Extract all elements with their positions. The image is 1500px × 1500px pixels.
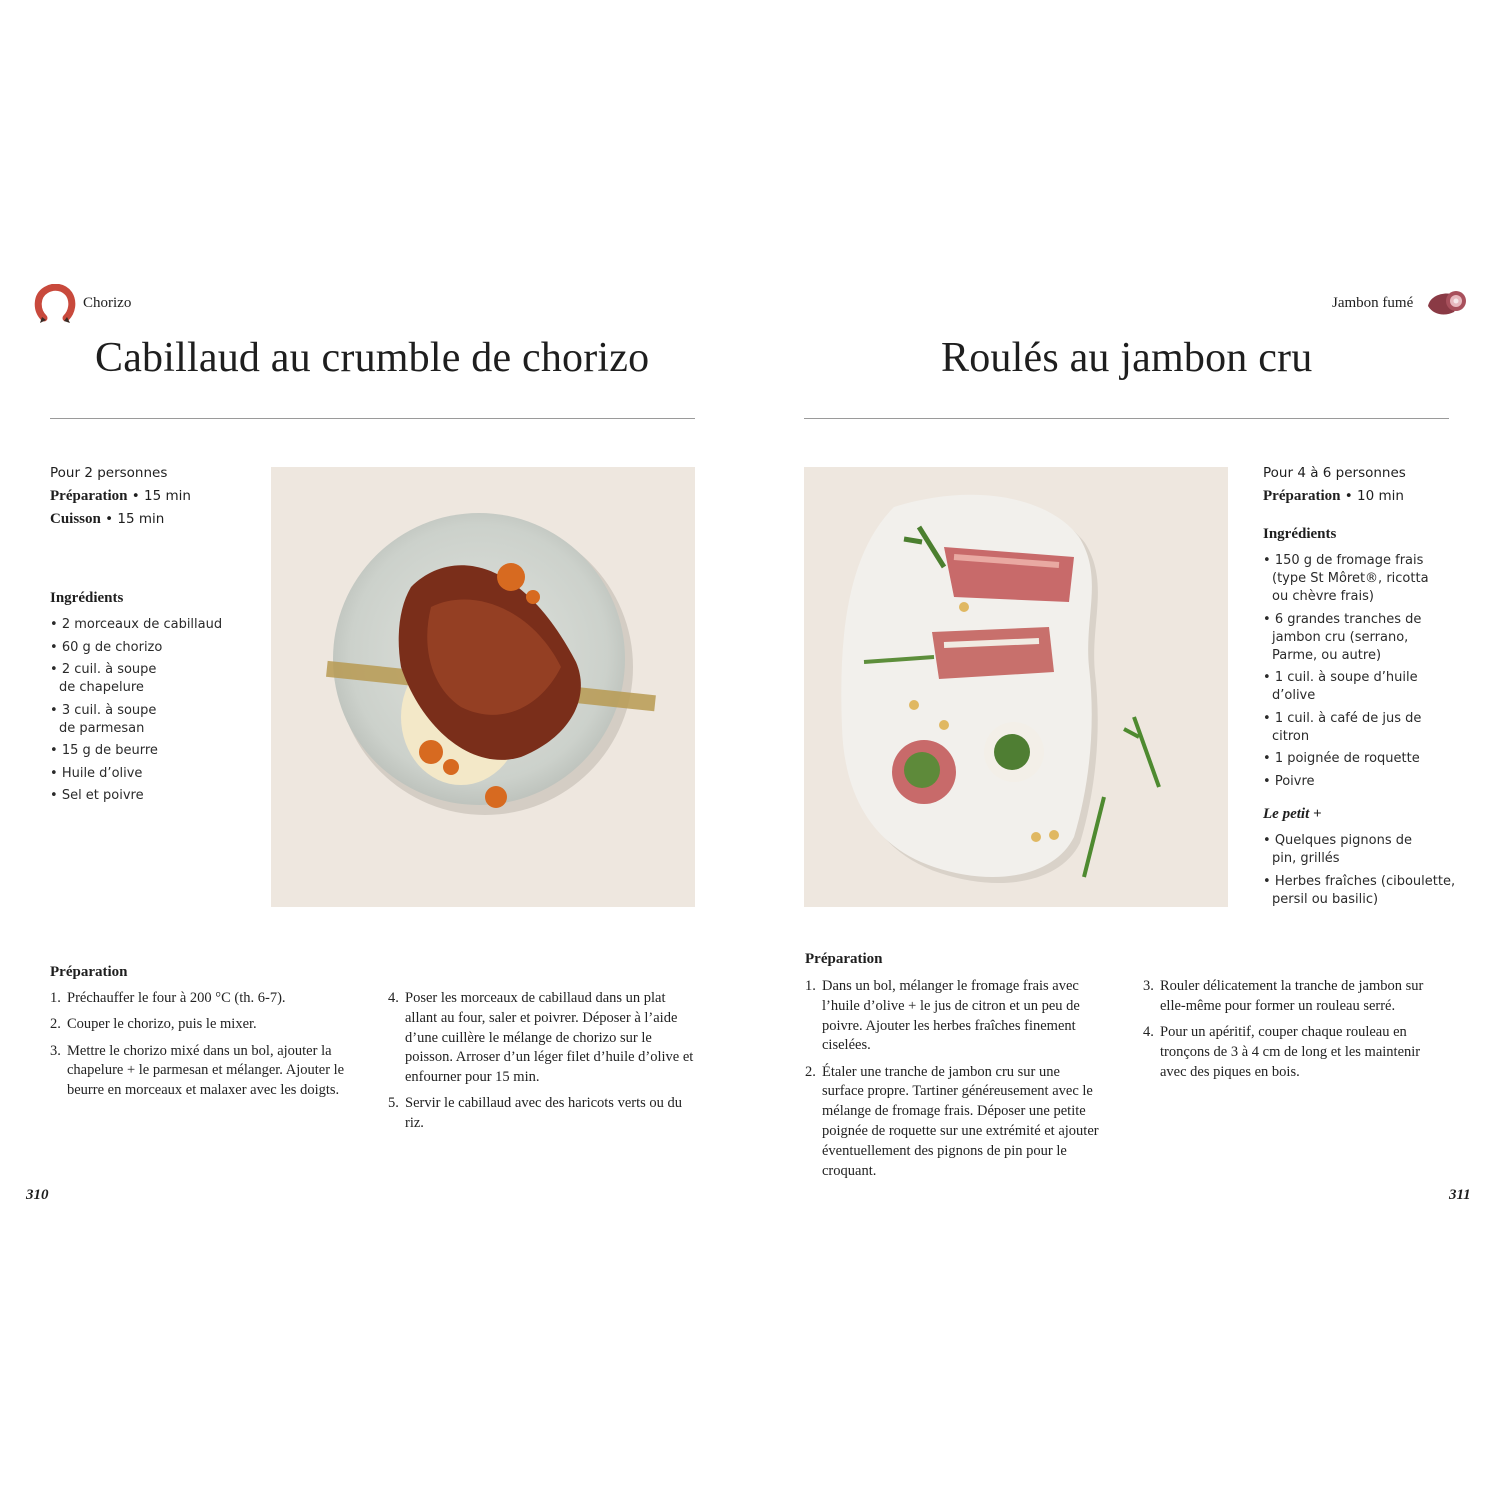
prep-value: • 10 min [1340,488,1404,504]
ingredients-list [50,616,230,810]
prep-time [50,485,260,508]
title-divider [804,418,1449,419]
step-item [50,989,350,1009]
prep-value: • 15 min [127,488,191,504]
step-text: Poser les morceaux de cabillaud dans un plat allant au four, saler et poivrer. Déposer à l’aide d’une cuillère le mélange de chorizo sur le poisson. Arroser d’un léger filet d’huile d’olive et enfourner pour 15 min. [405,990,694,1086]
prep-label: Préparation [1263,488,1341,504]
cook-label: Cuisson [50,511,101,527]
ingredient-item: • Sel et poivre [50,787,230,805]
step-text: Pour un apéritif, couper chaque rouleau en tronçons de 3 à 4 cm de long et les maintenir avec des piques en bois. [1160,1024,1421,1080]
ingredient-item: • Huile d’olive [50,765,230,783]
recipe-meta [50,462,260,531]
ingredients-heading: Ingrédients [50,590,124,606]
ham-icon [1426,286,1468,320]
step-number: 2. [805,1063,816,1080]
step-number: 4. [388,990,399,1006]
step-item [50,1015,350,1035]
step-number: 3. [1143,978,1154,994]
step-text: Étaler une tranche de jambon cru sur une surface propre. Tartiner généreusement avec le mélange de fromage frais. Déposer une petite poignée de roquette sur une extrémité et ajouter éventuellement des pignons de pin pour le croquant. [822,1063,1099,1179]
ingredient-item: • 1 cuil. à soupe d’huile d’olive [1263,669,1437,705]
page-number: 311 [1449,1187,1471,1203]
step-item [1143,1023,1448,1082]
step-text: Rouler délicatement la tranche de jambon sur elle-même pour former un rouleau serré. [1160,978,1424,1014]
step-number: 4. [1143,1024,1154,1041]
ingredients-list [1263,552,1443,795]
cook-value: • 15 min [100,511,165,527]
right-page [750,0,1500,1500]
ingredient-item: • 15 g de beurre [50,742,230,760]
prep-label: Préparation [50,488,128,504]
step-item [388,1094,698,1134]
extra-item: • Herbes fraîches (ciboulette, persil ou basilic) [1263,873,1463,909]
preparation-heading: Préparation [50,964,128,980]
extras-list [1263,832,1463,913]
ingredient-item: • 2 cuil. à soupe de chapelure [50,661,169,697]
step-item [1143,977,1448,1017]
ingredient-item: • 1 cuil. à café de jus de citron [1263,710,1422,746]
section-label: Chorizo [83,295,132,311]
extra-item: • Quelques pignons de pin, grillés [1263,832,1417,868]
ingredient-item: • 6 grandes tranches de jambon cru (serrano, Parme, ou autre) [1263,611,1443,665]
steps-column-2 [388,989,698,1141]
step-number: 2. [50,1016,61,1033]
preparation-heading: Préparation [805,951,883,967]
ingredient-item: • 3 cuil. à soupe de parmesan [50,702,169,738]
step-text: Couper le chorizo, puis le mixer. [67,1016,257,1033]
step-number: 1. [805,978,816,994]
recipe-title: Cabillaud au crumble de chorizo [95,335,650,381]
step-text: Servir le cabillaud avec des haricots verts ou du riz. [405,1095,683,1132]
servings: Pour 4 à 6 personnes [1263,465,1406,481]
step-item [50,1042,350,1101]
step-number: 3. [50,1042,61,1059]
recipe-title: Roulés au jambon cru [941,335,1313,381]
steps-column-1 [50,989,350,1107]
title-divider [50,418,695,419]
ham-rolls-photo [804,467,1228,907]
step-text: Mettre le chorizo mixé dans un bol, ajouter la chapelure + le parmesan et mélanger. Ajouter le beurre en morceaux et malaxer avec les doigts. [67,1042,345,1099]
extras-heading: Le petit + [1263,806,1322,822]
ingredient-item: • 2 morceaux de cabillaud [50,616,230,634]
step-item [388,989,698,1088]
step-text: Dans un bol, mélanger le fromage frais avec l’huile d’olive + le jus de citron et un peu de poivre. Ajouter les herbes fraîches finement ciselées. [822,978,1080,1054]
ingredient-item: • 60 g de chorizo [50,639,230,657]
step-number: 5. [388,1095,399,1112]
steps-column-1 [805,977,1105,1188]
page-number: 310 [26,1187,49,1203]
ingredients-heading: Ingrédients [1263,526,1337,542]
ingredient-item: • Poivre [1263,773,1443,791]
steps-column-2 [1143,977,1448,1089]
prep-time [1263,485,1463,508]
chorizo-icon [34,284,76,326]
step-number: 1. [50,990,61,1006]
cook-time [50,508,260,531]
recipe-meta [1263,462,1463,508]
step-item [805,977,1105,1056]
ingredient-item: • 150 g de fromage frais (type St Môret®, ricotta ou chèvre frais) [1263,552,1443,606]
cod-dish-photo [271,467,695,907]
step-text: Préchauffer le four à 200 °C (th. 6-7). [67,990,286,1006]
section-label: Jambon fumé [1332,295,1414,311]
step-item [805,1063,1105,1182]
servings: Pour 2 personnes [50,465,168,481]
ingredient-item: • 1 poignée de roquette [1263,750,1443,768]
